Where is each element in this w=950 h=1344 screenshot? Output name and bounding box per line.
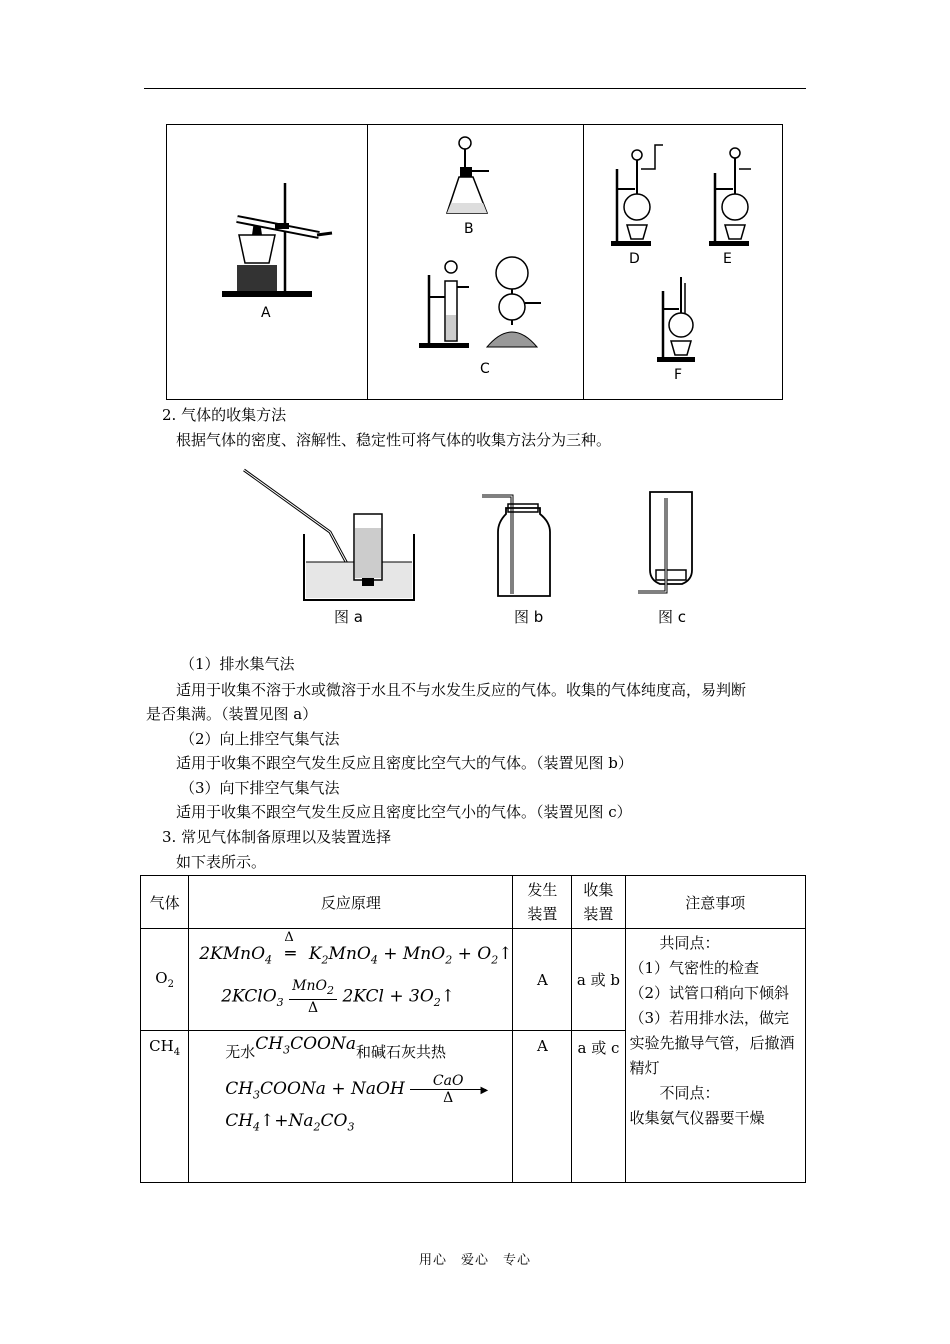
notes-item-1: （1）气密性的检查: [629, 959, 760, 977]
label-a: A: [261, 305, 271, 321]
method1-desc-2: 是否集满。（装置见图 a）: [146, 705, 318, 723]
cell-gen-ch4: A: [513, 1031, 572, 1183]
cell-gas-o2: $O_2$: [141, 929, 189, 1031]
label-e: E: [723, 251, 732, 267]
notes-item-3: （3）若用排水法，做完实验先撤导气管，后撤酒精灯: [629, 1009, 795, 1077]
cell-principle-o2: [189, 929, 513, 1031]
notes-diff-1: 收集氨气仪器要干燥: [629, 1109, 765, 1127]
method2-desc: 适用于收集不跟空气发生反应且密度比空气大的气体。（装置见图 b）: [176, 754, 633, 772]
label-c: C: [480, 361, 490, 377]
section3-heading: 3. 常见气体制备原理以及装置选择: [162, 828, 392, 846]
header-generator: 发生 装置: [513, 876, 572, 929]
figure-c-label: 图 c: [658, 608, 687, 626]
table-header-row: [141, 876, 806, 929]
section3-intro: 如下表所示。: [176, 853, 267, 871]
apparatus-figure: [166, 124, 783, 400]
section2-intro: 根据气体的密度、溶解性、稳定性可将气体的收集方法分为三种。: [176, 431, 612, 449]
method2-title: （2）向上排空气集气法: [180, 730, 340, 748]
apparatus-b-drawing: [439, 133, 499, 219]
figure-c-drawing: [630, 488, 710, 602]
cell-col-o2: a 或 b: [572, 929, 625, 1031]
header-notes: 注意事项: [625, 876, 805, 929]
label-f: F: [674, 367, 683, 383]
notes-common-label: 共同点：: [659, 934, 720, 952]
gas-preparation-table: [140, 875, 806, 1183]
section2-heading: 2. 气体的收集方法: [162, 406, 287, 424]
label-d: D: [629, 251, 640, 267]
cell-gas-ch4: $CH_4$: [141, 1031, 189, 1183]
method3-desc: 适用于收集不跟空气发生反应且密度比空气小的气体。（装置见图 c）: [176, 803, 632, 821]
equation-ch4-products: $CH_4↑+Na_2CO_3$: [225, 1111, 355, 1134]
apparatus-e-drawing: [707, 143, 762, 247]
table-row: [141, 929, 806, 1031]
method1-desc-1: 适用于收集不溶于水或微溶于水且不与水发生反应的气体。收集的气体纯度高，易判断: [176, 681, 747, 699]
cell-notes: [625, 929, 805, 1183]
method1-title: （1）排水集气法: [180, 655, 295, 673]
header-rule: [144, 88, 806, 89]
equation-ch4: $CH_3COONa$ + NaOH CaO ▶ Δ: [225, 1073, 489, 1107]
figure-b-label: 图 b: [514, 608, 544, 626]
figure-b-drawing: [478, 488, 558, 602]
method3-title: （3）向下排空气集气法: [180, 779, 340, 797]
apparatus-a-drawing: [207, 175, 337, 305]
header-principle: 反应原理: [189, 876, 513, 929]
notes-item-2: （2）试管口稍向下倾斜: [629, 984, 790, 1002]
notes-diff-label: 不同点：: [659, 1084, 720, 1102]
apparatus-d-drawing: [609, 139, 669, 247]
apparatus-c-drawing: [417, 255, 547, 350]
label-b: B: [464, 221, 474, 237]
page-footer: 用心 爱心 专心: [418, 1253, 531, 1268]
header-collector: 收集 装置: [572, 876, 625, 929]
equation-kclo3: 2KClO$_3$ MnO$_2$ Δ $2KCl + 3O_2↑$: [221, 977, 456, 1016]
apparatus-f-drawing: [655, 275, 705, 363]
equation-kmno4: 2KMnO$_4$ Δ ═ $K_2MnO_4 + MnO_2$ + $O_2↑$: [199, 930, 513, 967]
cell-principle-ch4: [189, 1031, 513, 1183]
figure-a-label: 图 a: [334, 608, 363, 626]
header-gas: 气体: [141, 876, 189, 929]
cell-col-ch4: a 或 c: [572, 1031, 625, 1183]
cell-gen-o2: A: [513, 929, 572, 1031]
ch4-condition: 无水$CH_3COONa$和碱石灰共热: [225, 1034, 446, 1061]
figure-a-drawing: [240, 462, 420, 602]
